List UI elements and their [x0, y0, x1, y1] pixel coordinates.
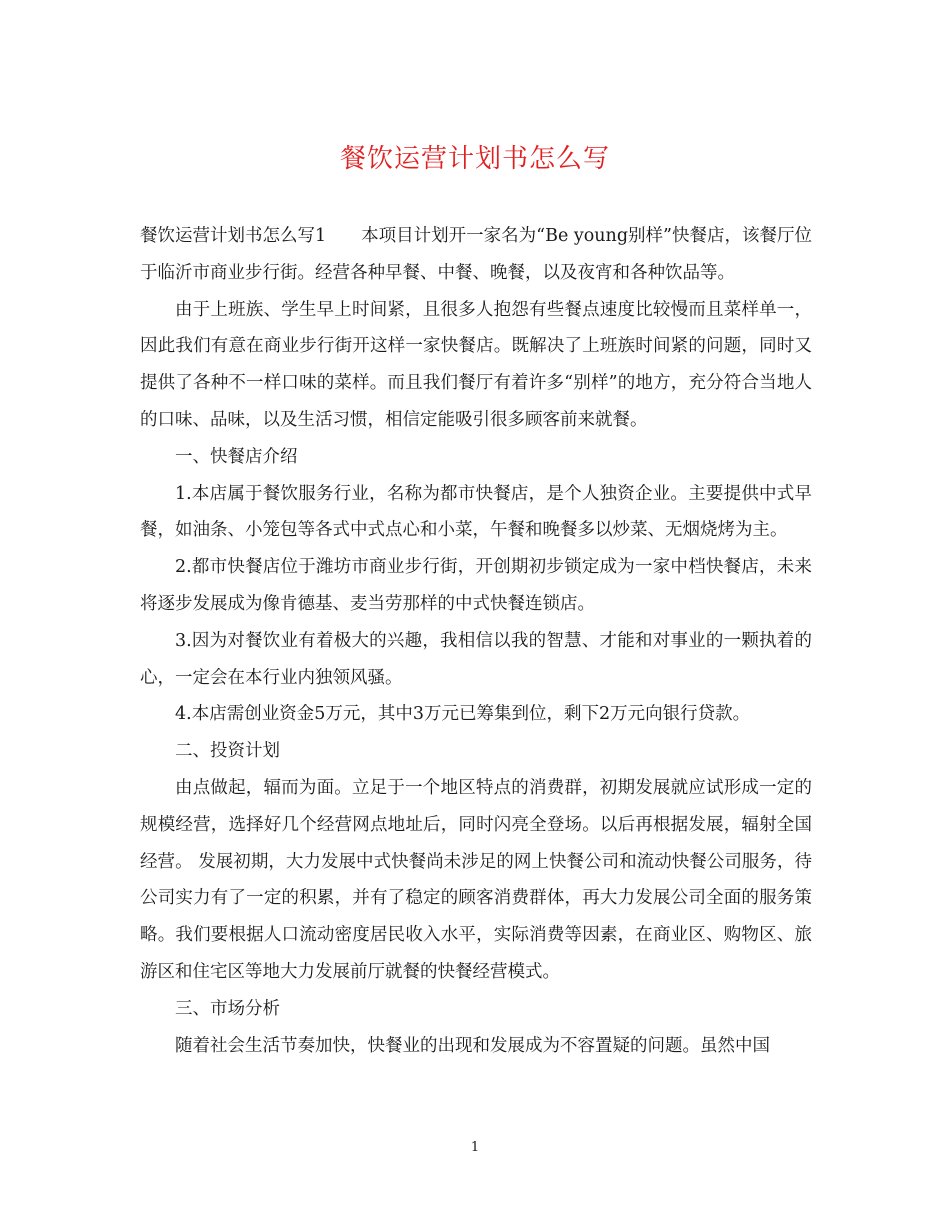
paragraph-item-2: 2.都市快餐店位于潍坊市商业步行街，开创期初步锁定成为一家中档快餐店，未来将逐步发展成为像肯德基、麦当劳那样的中式快餐连锁店。 — [140, 557, 812, 614]
section-heading-2: 二、投资计划 — [175, 741, 280, 762]
paragraph-item-4: 4.本店需创业资金5万元，其中3万元已筹集到位，剩下2万元向银行贷款。 — [175, 704, 751, 725]
document-title: 餐饮运营计划书怎么写 — [339, 144, 610, 174]
document-body — [140, 218, 812, 1064]
paragraph-background: 由于上班族、学生早上时间紧，且很多人抱怨有些餐点速度比较慢而且菜样单一，因此我们有意在商业步行街开这样一家快餐店。既解决了上班族时间紧的问题，同时又提供了各种不一样口味的菜样。而且我们餐厅有着许多“别样”的地方，充分符合当地人的口味、品味，以及生活习惯，相信定能吸引很多顾客前来就餐。 — [140, 299, 812, 430]
section-heading-1: 一、快餐店介绍 — [175, 446, 298, 467]
paragraph-intro: 餐饮运营计划书怎么写1 本项目计划开一家名为“Be young别样”快餐店，该餐厅位于临沂市商业步行街。经营各种早餐、中餐、晚餐，以及夜宵和各种饮品等。 — [140, 226, 812, 283]
section-heading-3: 三、市场分析 — [175, 998, 280, 1019]
page-number: 1 — [470, 1140, 480, 1155]
paragraph-item-3: 3.因为对餐饮业有着极大的兴趣，我相信以我的智慧、才能和对事业的一颗执着的心，一定会在本行业内独领风骚。 — [140, 630, 812, 688]
paragraph-market: 随着社会生活节奏加快，快餐业的出现和发展成为不容置疑的问题。虽然中国 — [175, 1035, 770, 1056]
paragraph-investment: 由点做起，辐而为面。立足于一个地区特点的消费群，初期发展就应试形成一定的规模经营，选择好几个经营网点地址后，同时闪亮全登场。以后再根据发展，辐射全国经营。 发展初期，大力发展中式快餐尚未涉足的网上快餐公司和流动快餐公司服务，待公司实力有了一定的积累，并有了稳定的顾客消费群体，再大力发展公司全面的服务策略。我们要根据人口流动密度居民收入水平，实际消费等因素，在商业区、购物区、旅游区和住宅区等地大力发展前厅就餐的快餐经营模式。 — [140, 777, 812, 982]
paragraph-item-1: 1.本店属于餐饮服务行业，名称为都市快餐店，是个人独资企业。主要提供中式早餐，如油条、小笼包等各式中式点心和小菜，午餐和晚餐多以炒菜、无烟烧烤为主。 — [140, 483, 812, 541]
